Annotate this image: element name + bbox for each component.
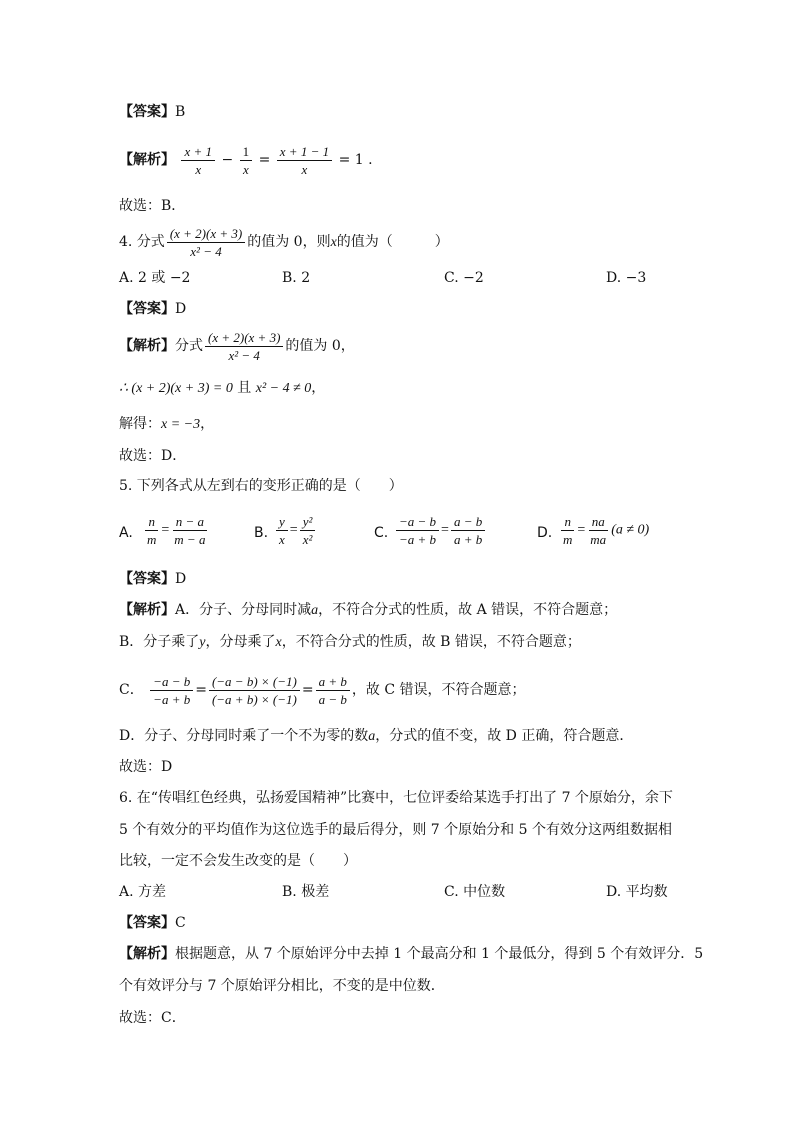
q6-conclusion: 故选：C．	[119, 1010, 186, 1026]
analysis-text: ，故 C 错误，不符合题意；	[351, 682, 526, 698]
q3-answer-line	[119, 102, 185, 122]
analysis-text: B．分子乘了	[119, 634, 200, 650]
q6-stem-line-2: 5 个有效分的平均值作为这位选手的最后得分，则 7 个原始分和 5 个有效分这两组数据相	[119, 822, 672, 838]
q3-analysis-line	[119, 140, 373, 180]
answer-value: B	[175, 104, 186, 120]
fraction: $\frac{(-a - b) \times (-1)}{(-a + b) \times (-1)}$	[209, 673, 300, 708]
analysis-text: ，不符合分式的性质，故 B 错误，不符合题意；	[281, 634, 581, 650]
option-a-expr: $\frac{n}{m}$ = $\frac{n - a}{m - a}$	[147, 514, 206, 547]
option-d: D. 平均数	[606, 884, 668, 900]
q4-answer-line	[119, 299, 186, 319]
answer-value: C	[175, 915, 186, 931]
variable: x	[330, 235, 337, 250]
option-a: A. 方差	[119, 884, 167, 900]
analysis-tag: 【解析】	[119, 152, 175, 168]
stem-text: 的值为 0，则	[247, 234, 331, 250]
analysis-text: A．分子、分母同时减	[175, 602, 312, 618]
option-a: A. 2 或 −2	[119, 270, 191, 286]
q5-analysis-b	[119, 632, 581, 653]
q5-stem: 5. 下列各式从左到右的变形正确的是（ ）	[119, 478, 403, 494]
fraction: $\frac{x + 1 - 1}{x}$	[277, 143, 332, 178]
analysis-text: 分式	[175, 338, 203, 354]
analysis-tag: 【解析】	[119, 946, 175, 962]
q4-conclusion: 故选：D．	[119, 448, 187, 464]
solution: x = −3	[161, 417, 201, 432]
analysis-tag: 【解析】	[119, 338, 175, 354]
solve-label: 解得：	[119, 416, 161, 432]
q6-stem-line-1: 6. 在“传唱红色经典，弘扬爱国精神”比赛中，七位评委给某选手打出了 7 个原始分，余下	[119, 790, 673, 806]
stem-text: 4. 分式	[119, 234, 165, 250]
equals-sign: =	[195, 682, 207, 698]
option-d-expr: $\frac{n}{m}$ = $\frac{na}{ma}$ (a ≠ 0)	[563, 514, 650, 547]
q5-answer-line	[119, 569, 186, 589]
fraction: $\frac{1}{x}$	[240, 143, 253, 178]
equation: ∴ (x + 2)(x + 3) = 0	[119, 381, 233, 396]
q5-analysis-c	[119, 668, 526, 712]
option-b: B. 极差	[282, 884, 330, 900]
variable: x	[275, 635, 282, 650]
fraction: $\frac{x + 1}{x}$	[181, 143, 215, 178]
analysis-tag: 【解析】	[119, 602, 175, 618]
minus-sign: −	[221, 152, 234, 168]
q5-conclusion: 故选：D	[119, 759, 173, 775]
variable: y	[199, 635, 206, 650]
option-c: C. 中位数	[444, 884, 506, 900]
answer-tag: 【答案】	[119, 915, 175, 931]
option-c-label: C.	[374, 525, 389, 541]
equals-sign: =	[258, 152, 271, 168]
punctuation: ，	[200, 416, 215, 432]
q3-conclusion: 故选：B．	[119, 198, 186, 214]
q4-analysis-line	[119, 326, 355, 366]
answer-value: D	[175, 301, 187, 317]
q4-solve-line	[119, 414, 214, 435]
stem-text: 的值为（ ）	[336, 234, 449, 250]
answer-tag: 【答案】	[119, 301, 175, 317]
analysis-text: ，分式的值不变，故 D 正确，符合题意．	[375, 728, 634, 744]
result: = 1 .	[338, 152, 373, 168]
analysis-text: ，分母乘了	[205, 634, 276, 650]
q6-answer-line	[119, 913, 186, 933]
option-c-expr: $\frac{-a - b}{-a + b}$ = $\frac{a - b}{a + b}$	[394, 513, 487, 548]
analysis-text: D．分子、分母同时乘了一个不为零的数	[119, 728, 369, 744]
option-b-expr: $\frac{y}{x}$ = $\frac{\text{y²}}{\text{x²}}$	[274, 513, 317, 548]
fraction: $\frac{a + b}{a - b}$	[316, 673, 350, 708]
analysis-text: 的值为 0，	[285, 338, 355, 354]
q4-condition-line	[119, 378, 325, 399]
option-c: C. −2	[444, 270, 484, 286]
q4-stem	[119, 222, 449, 262]
analysis-label: C．	[119, 682, 144, 698]
variable: a	[311, 603, 319, 618]
q6-analysis-line-2: 个有效评分与 7 个原始评分相比，不变的是中位数．	[119, 978, 445, 994]
answer-tag: 【答案】	[119, 104, 175, 120]
option-d-label: D.	[537, 525, 553, 541]
fraction: $\frac{(x + 2)(x + 3)}{\text{x² − 4}}$	[205, 329, 283, 364]
fraction: $\frac{(x + 2)(x + 3)}{\text{x² − 4}}$	[167, 225, 245, 260]
q5-options	[0, 513, 794, 553]
answer-value: D	[175, 571, 187, 587]
option-b-label: B.	[254, 525, 269, 541]
fraction: $\frac{-a - b}{-a + b}$	[150, 673, 193, 708]
option-a-label: A.	[119, 525, 133, 541]
q6-analysis-line-1	[119, 944, 703, 964]
q6-stem-line-3: 比较，一定不会发生改变的是（ ）	[119, 853, 357, 869]
q5-analysis-d	[119, 726, 633, 747]
punctuation: ，	[311, 380, 326, 396]
analysis-text: 根据题意，从 7 个原始评分中去掉 1 个最高分和 1 个最低分，得到 5 个有效评分．5	[175, 946, 704, 962]
analysis-text: ，不符合分式的性质，故 A 错误，不符合题意；	[318, 602, 618, 618]
conjunction: 且	[237, 380, 252, 396]
variable: a	[368, 729, 376, 744]
q5-analysis-a	[119, 600, 617, 621]
inequality: x² − 4 ≠ 0	[255, 381, 312, 396]
option-d: D. −3	[606, 270, 647, 286]
option-b: B. 2	[282, 270, 311, 286]
equals-sign: =	[301, 682, 314, 698]
answer-tag: 【答案】	[119, 571, 175, 587]
